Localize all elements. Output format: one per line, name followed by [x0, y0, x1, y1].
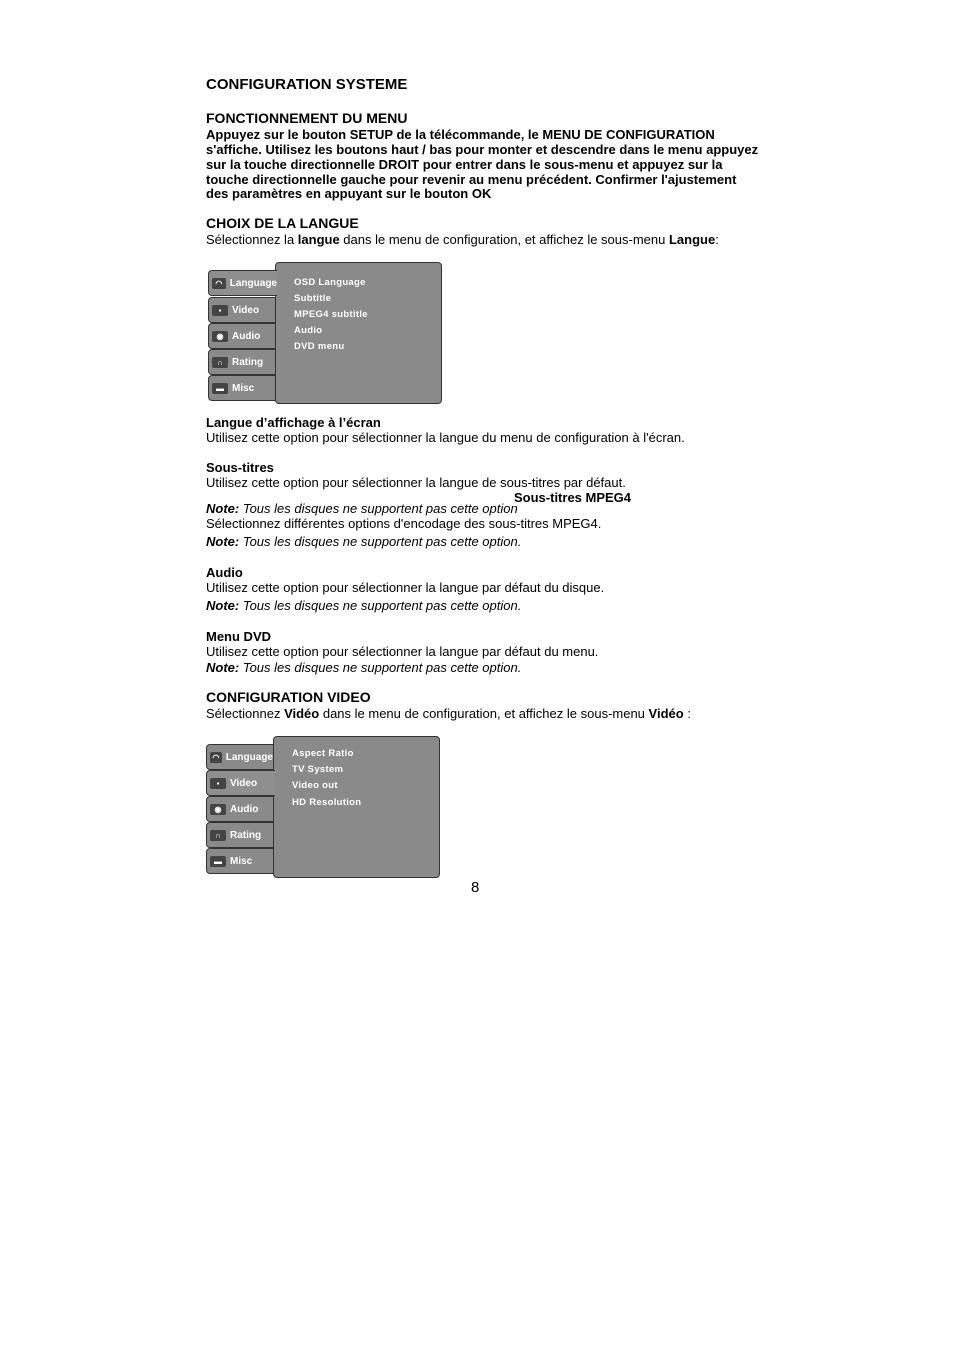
tab-rating: ∩ Rating	[206, 822, 274, 848]
tv-icon: ▪	[210, 778, 226, 789]
tab-video: ▪ Video	[206, 770, 275, 796]
langue-intro: Sélectionnez la langue dans le menu de configuration, et affichez le sous-menu Langue:	[206, 232, 719, 247]
page-title: CONFIGURATION SYSTEME	[206, 76, 408, 93]
option-osd-language: OSD Language	[294, 277, 366, 288]
monitor-icon: ▬	[210, 856, 226, 867]
subtitle-title: Sous-titres	[206, 460, 274, 475]
option-aspect-ratio: Aspect Ratio	[292, 748, 354, 759]
tab-audio: ◉ Audio	[206, 796, 274, 822]
tab-video: ▪ Video	[208, 297, 276, 323]
lips-icon: ◠	[212, 278, 226, 289]
langue-heading: CHOIX DE LA LANGUE	[206, 215, 359, 231]
tab-misc: ▬ Misc	[206, 848, 274, 874]
option-mpeg4-subtitle: MPEG4 subtitle	[294, 309, 368, 320]
subtitle-note: Note: Tous les disques ne supportent pas cette option	[206, 501, 518, 516]
mpeg4-text: Sélectionnez différentes options d'encodage des sous-titres MPEG4.	[206, 516, 602, 531]
option-audio: Audio	[294, 325, 323, 336]
audio-title: Audio	[206, 565, 243, 580]
option-subtitle: Subtitle	[294, 293, 332, 304]
dvd-title: Menu DVD	[206, 629, 271, 644]
osd-title: Langue d’affichage à l’écran	[206, 415, 381, 430]
menu-text-3: sur la touche directionnelle DROIT pour entrer dans le sous-menu et appuyez sur la	[206, 157, 723, 172]
osd-text: Utilisez cette option pour sélectionner la langue du menu de configuration à l'écran.	[206, 430, 685, 445]
menu-text-1: Appuyez sur le bouton SETUP de la télécommande, le MENU DE CONFIGURATION	[206, 127, 715, 142]
lock-icon: ∩	[212, 357, 228, 368]
option-tv-system: TV System	[292, 764, 344, 775]
mpeg4-title: Sous-titres MPEG4	[514, 490, 632, 505]
submenu-panel	[275, 262, 442, 404]
menu-text-4: touche directionnelle gauche pour revenir au menu précédent. Confirmer l'ajustement	[206, 172, 737, 187]
page-number: 8	[471, 879, 480, 896]
subtitle-text: Utilisez cette option pour sélectionner la langue de sous-titres par défaut.	[206, 475, 626, 490]
tab-language: ◠ Language	[206, 744, 274, 770]
lips-icon: ◠	[210, 752, 222, 763]
tab-audio: ◉ Audio	[208, 323, 276, 349]
menu-text-5: des paramètres en appuyant sur le bouton OK	[206, 186, 492, 201]
dvd-text: Utilisez cette option pour sélectionner la langue par défaut du menu.	[206, 644, 599, 659]
lock-icon: ∩	[210, 830, 226, 841]
option-video-out: Video out	[292, 780, 338, 791]
tab-language: ◠ Language	[208, 270, 277, 296]
tv-icon: ▪	[212, 305, 228, 316]
speaker-icon: ◉	[210, 804, 226, 815]
video-heading: CONFIGURATION VIDEO	[206, 689, 371, 705]
language-menu-screenshot	[208, 262, 444, 406]
audio-text: Utilisez cette option pour sélectionner la langue par défaut du disque.	[206, 580, 605, 595]
menu-heading: FONCTIONNEMENT DU MENU	[206, 110, 408, 126]
monitor-icon: ▬	[212, 383, 228, 394]
dvd-note: Note: Tous les disques ne supportent pas cette option.	[206, 660, 522, 675]
option-dvd-menu: DVD menu	[294, 341, 345, 352]
speaker-icon: ◉	[212, 331, 228, 342]
menu-text-2: s'affiche. Utilisez les boutons haut / bas pour monter et descendre dans le menu appuyez	[206, 142, 759, 157]
tab-rating: ∩ Rating	[208, 349, 276, 375]
audio-note: Note: Tous les disques ne supportent pas cette option.	[206, 598, 522, 613]
tab-misc: ▬ Misc	[208, 375, 276, 401]
video-intro: Sélectionnez Vidéo dans le menu de configuration, et affichez le sous-menu Vidéo :	[206, 706, 691, 721]
option-hd-resolution: HD Resolution	[292, 797, 362, 808]
mpeg4-note: Note: Tous les disques ne supportent pas cette option.	[206, 534, 522, 549]
submenu-panel	[273, 736, 440, 878]
video-menu-screenshot	[206, 736, 442, 880]
